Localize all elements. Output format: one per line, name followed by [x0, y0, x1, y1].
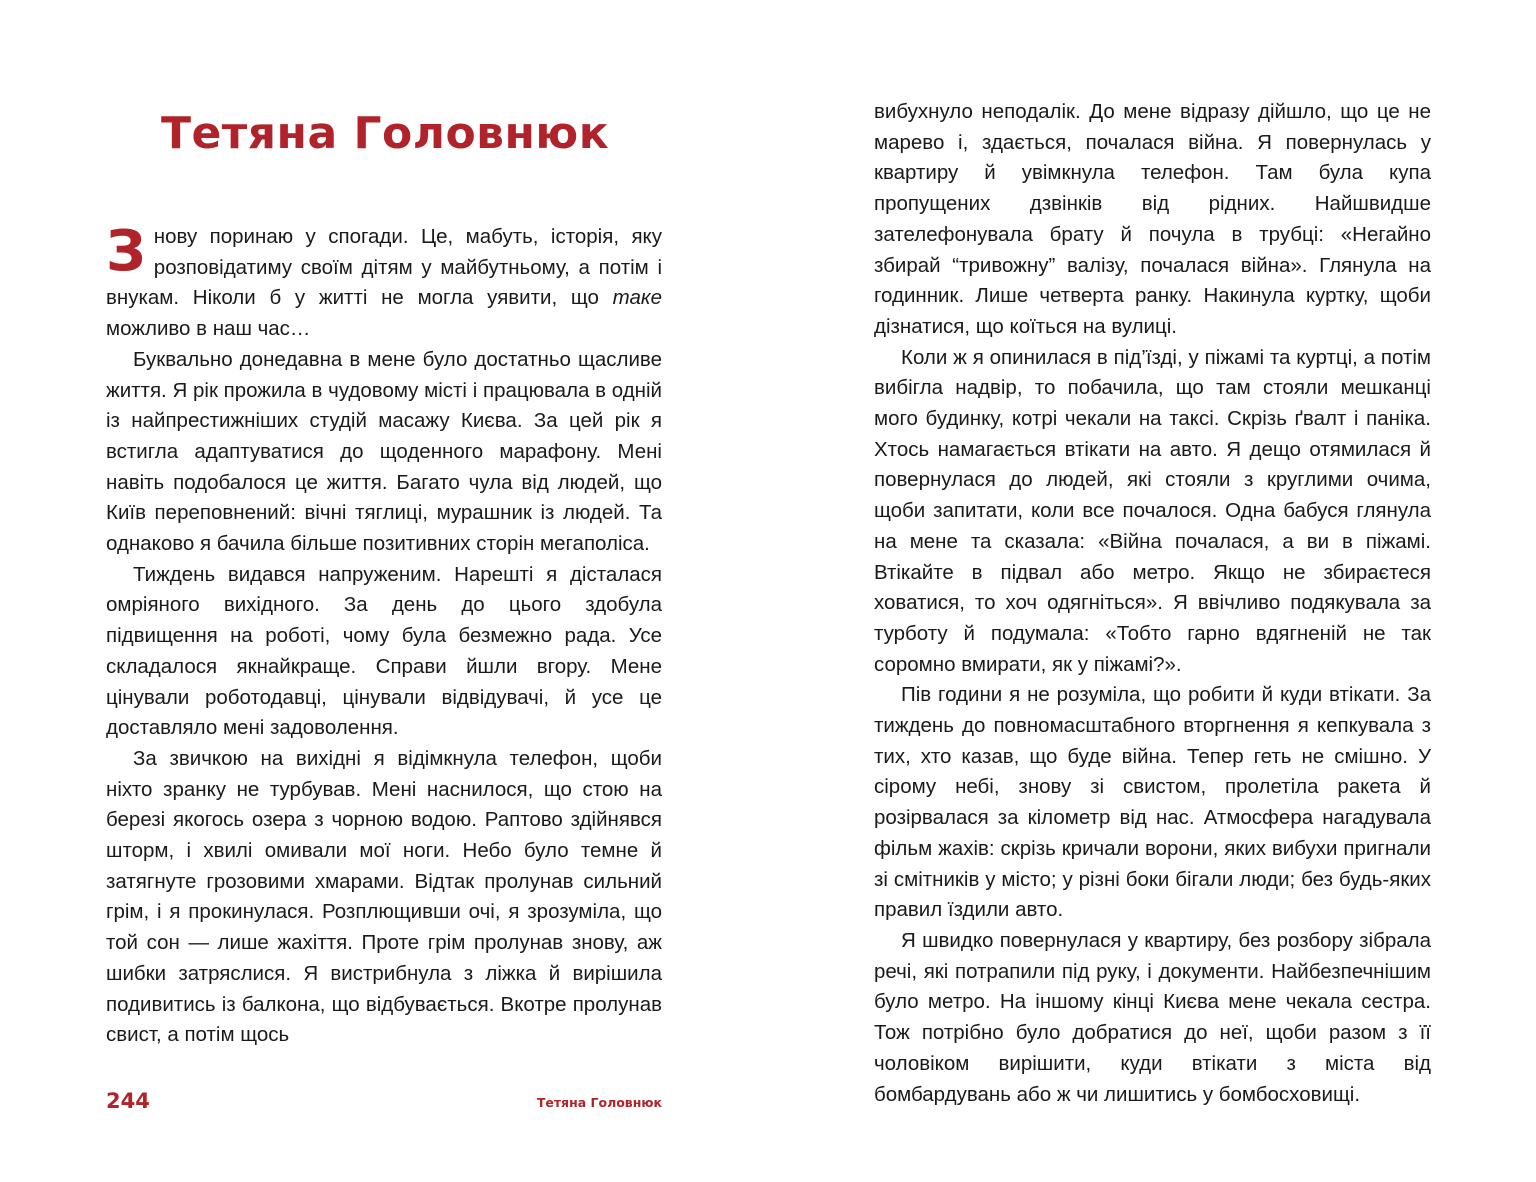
paragraph: Коли ж я опинилася в під’їзді, у піжамі та куртці, а потім вибігла надвір, то побачила, що там стояли мешканці мого будинку, котрі чекали на таксі. Скрізь ґвалт і паніка. Хтось намагається втікати на авто. Я дещо отямилася й повернулася до людей, які стояли з круглими очима, щоби запитати, коли все почалося. Одна бабуся глянула на мене та сказала: «Війна почалася, а ви в піжамі. Втікайте в підвал або метро. Якщо не збираєтеся ховатися, то хоч одягніться». Я ввічливо подякувала за турботу й подумала: «Тобто гарно вдягненій не так соромно вмирати, як у піжамі?».	[874, 345, 1431, 676]
paragraph: Тиждень видався напруженим. Нарешті я дісталася омріяного вихідного. За день до цього здобула підвищення на роботі, чому була безмежно рада. Усе складалося якнайкраще. Справи йшли вгору. Мене цінували роботодавці, цінували відвідувачі, й усе це доставляло мені задоволення.	[106, 562, 662, 740]
continuation-paragraph: вибухнуло неподалік. До мене відразу дійшло, що це не марево і, здається, почалася війна. Я повернулась у квартиру й увімкнула телефон. Там була купа пропущених дзвінків від рідних. Найшвидше зателефонувала брату й почула в трубці: «Негайно збирай “тривожну” валізу, почалася війна». Глянула на годинник. Лише четверта ранку. Накинула куртку, щоби дізнатися, що коїться на вулиці.	[874, 100, 1431, 338]
right-page	[768, 0, 1536, 1182]
drop-cap: З	[106, 219, 146, 284]
paragraph: Пів години я не розуміла, що робити й куди втікати. За тиждень до повномасштабного вторгнення я кепкувала з тих, хто казав, що буде війна. Тепер геть не смішно. У сірому небі, знову зі свистом, пролетіла ракета й розірвалася за кілометр від нас. Атмосфера нагадувала фільм жахів: скрізь кричали ворони, яких вибухи пригнали зі смітників у місто; у різні боки бігали люди; без будь-яких правил їздили авто.	[874, 683, 1431, 922]
paragraph: Я швидко повернулася у квартиру, без розбору зібрала речі, які потрапили під руку, і документи. Найбезпечнішим було метро. На іншому кінці Києва мене чекала сестра. Тож потрібно було добратися до неї, щоби разом з її чоловіком вирішити, куди втікати з міста від бомбардувань або ж чи лишитись у бомбосховищі.	[874, 928, 1431, 1106]
page-number: 244	[106, 1089, 150, 1113]
opening-paragraph	[106, 219, 662, 345]
paragraph: Буквально донедавна в мене було достатньо щасливе життя. Я рік прожила в чудовому місті і працювала в одній із найпрестижніших студій масажу Києва. За цей рік я встигла адаптуватися до щоденного марафону. Мені навіть подобалося це життя. Багато чула від людей, що Київ переповнений: вічні тяглиці, мурашник із людей. Та однаково я бачила більше позитивних сторін мегаполіса.	[106, 347, 662, 556]
left-text-column	[106, 219, 662, 1051]
opening-italic-word: таке	[612, 286, 662, 310]
running-head: Тетяна Головнюк	[536, 1095, 662, 1110]
opening-text-part1: нову поринаю у спогади. Це, мабуть, історія, яку розповідатиму своїм дітям у майбутньому, а потім і внукам. Ніколи б у житті не могла уявити, що	[106, 225, 662, 310]
paragraph: За звичкою на вихідні я відімкнула телефон, щоби ніхто зранку не турбував. Мені наснилося, що стою на березі якогось озера з чорною водою. Раптово здійнявся шторм, і хвилі омивали мої ноги. Небо було темне й затягнуте грозовими хмарами. Відтак пролунав сильний грім, і я прокинулася. Розплющивши очі, я зрозуміла, що той сон — лише жахіття. Проте грім пролунав знову, аж шибки затряслися. Я вистрибнула з ліжка й вирішила подивитись із балкона, що відбувається. Вкотре пролунав свист, а потім щось	[106, 746, 662, 1047]
right-text-column	[874, 97, 1431, 1110]
chapter-title: Тетяна Головнюк	[160, 108, 610, 159]
opening-text-part2: можливо в наш час…	[106, 317, 311, 341]
